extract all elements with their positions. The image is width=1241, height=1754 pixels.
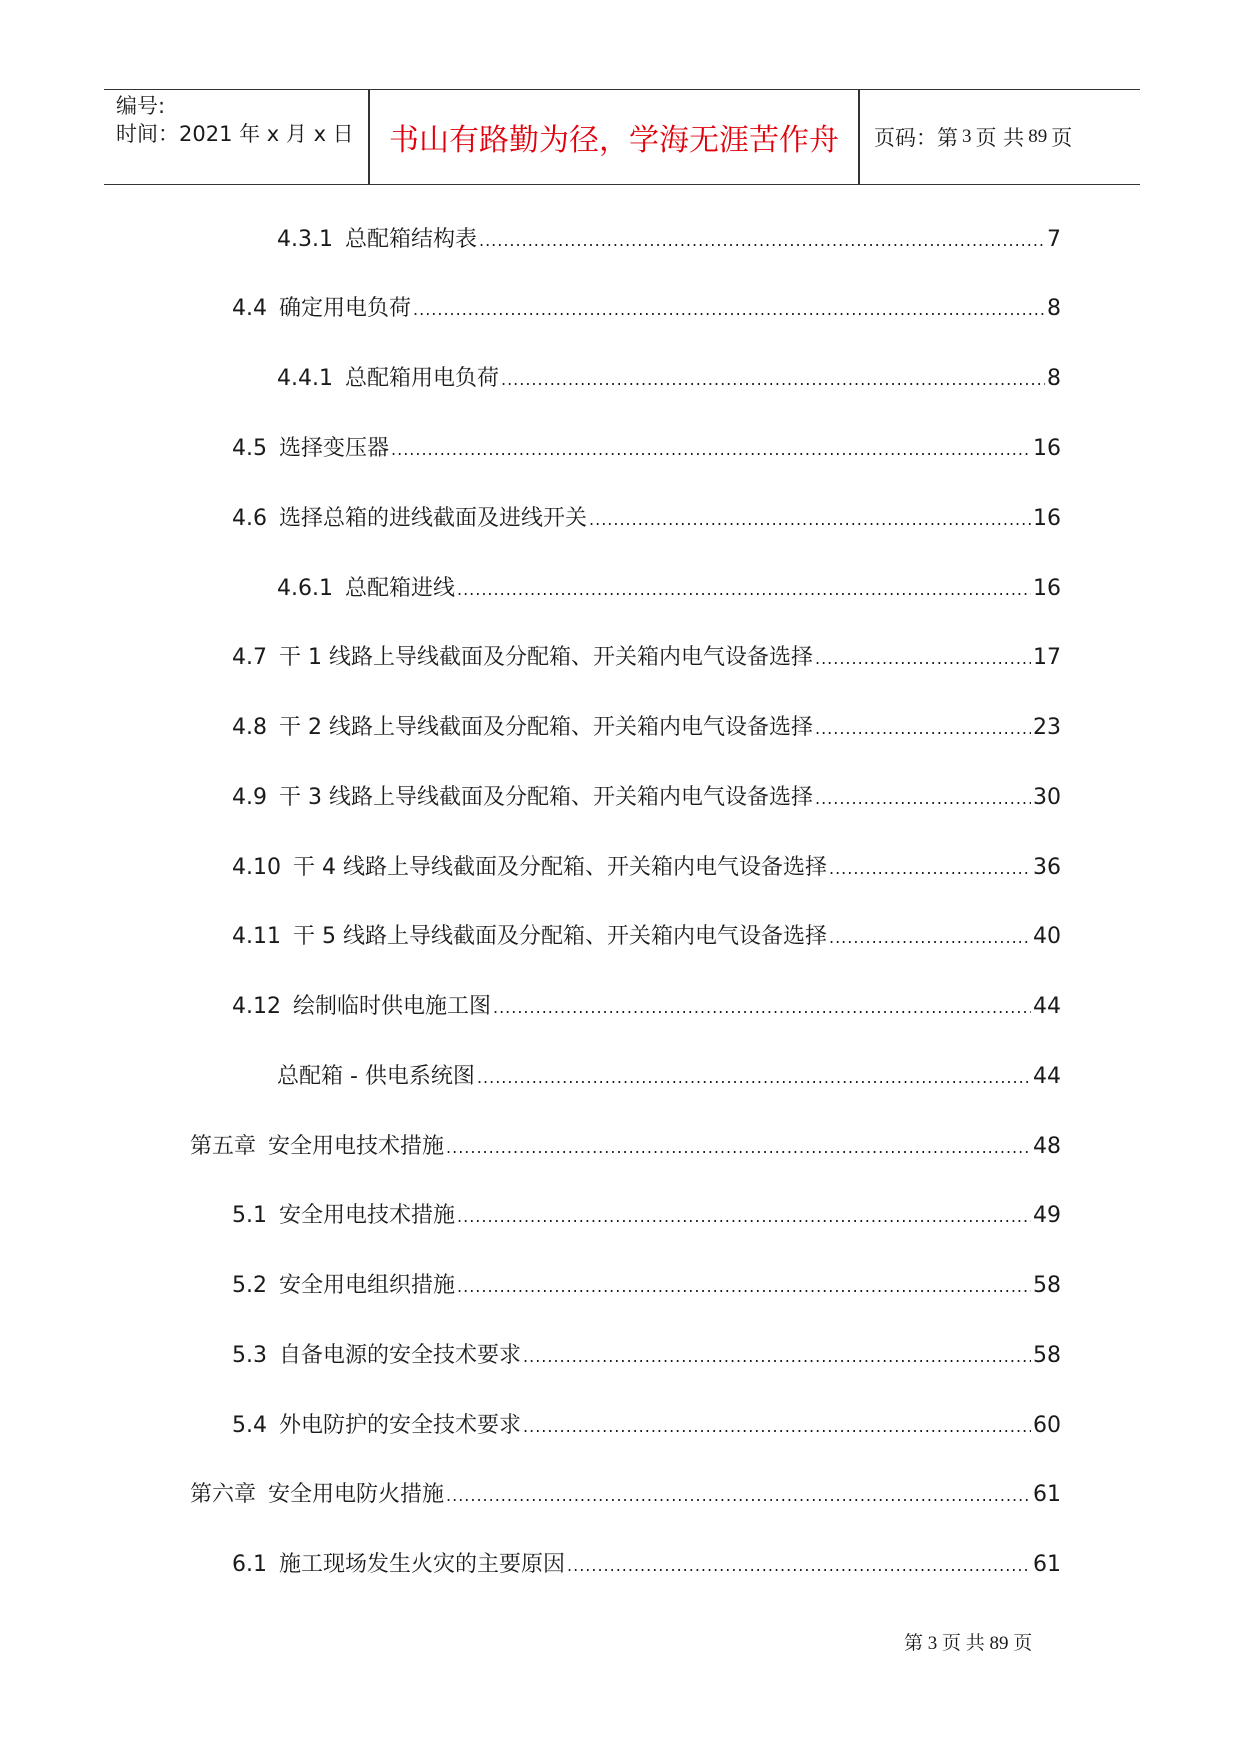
toc-dot-leader: [523, 1347, 1031, 1366]
toc-entry[interactable]: [232, 989, 1061, 1025]
toc-entry[interactable]: [277, 1059, 1061, 1095]
page-prefix: 页码：第: [874, 126, 958, 150]
toc-entry-number: 4.12: [232, 994, 281, 1019]
toc-entry-title: 绘制临时供电施工图: [292, 994, 491, 1019]
document-code-label: 编号:: [116, 94, 166, 118]
toc-entry-page: 16: [1033, 576, 1061, 601]
toc-entry-number: 4.10: [232, 855, 281, 880]
toc-dot-leader: [457, 1207, 1031, 1226]
header-meta: [116, 92, 354, 148]
toc-entry-page: 7: [1047, 227, 1061, 252]
toc-entry[interactable]: [232, 710, 1061, 746]
toc-entry-page: 8: [1047, 296, 1061, 321]
toc-entry-page: 36: [1033, 855, 1061, 880]
toc-entry-number: 4.3.1: [277, 227, 333, 252]
toc-entry-number: 4.9: [232, 785, 267, 810]
toc-entry-number: 4.6.1: [277, 576, 333, 601]
toc-entry[interactable]: [232, 291, 1061, 327]
toc-entry-page: 49: [1033, 1203, 1061, 1228]
toc-entry-page: 44: [1033, 1064, 1061, 1089]
toc-entry-title: 干 2 线路上导线截面及分配箱、开关箱内电气设备选择: [279, 715, 813, 740]
toc-entry[interactable]: [232, 640, 1061, 676]
toc-entry[interactable]: [232, 1547, 1061, 1583]
toc-entry[interactable]: [232, 850, 1061, 886]
toc-entry-number: 第五章: [190, 1134, 257, 1159]
toc-entry-number: 5.2: [232, 1273, 267, 1298]
header-divider-right: [858, 90, 860, 184]
toc-entry-number: 5.3: [232, 1343, 267, 1368]
toc-entry-number: 4.4: [232, 296, 267, 321]
toc-entry[interactable]: [277, 361, 1061, 397]
toc-entry[interactable]: [232, 1338, 1061, 1374]
toc-entry[interactable]: [277, 222, 1061, 258]
toc-entry-title: 总配箱 - 供电系统图: [277, 1064, 475, 1089]
header-page-info: [874, 90, 1072, 184]
toc-entry[interactable]: [232, 431, 1061, 467]
toc-entry-number: 第六章: [190, 1482, 257, 1507]
toc-entry-title: 总配箱用电负荷: [344, 366, 499, 391]
toc-entry[interactable]: [232, 919, 1061, 955]
toc-entry-page: 61: [1033, 1552, 1061, 1577]
page-suffix: 页: [1051, 126, 1073, 150]
page-footer: 第 3 页 共 89 页: [904, 1633, 1033, 1654]
toc-entry-number: 4.8: [232, 715, 267, 740]
toc-entry-title: 施工现场发生火灾的主要原因: [279, 1552, 566, 1577]
toc-entry-title: 干 5 线路上导线截面及分配箱、开关箱内电气设备选择: [292, 924, 827, 949]
toc-entry[interactable]: [232, 1198, 1061, 1234]
toc-dot-leader: [829, 928, 1031, 947]
toc-dot-leader: [479, 231, 1045, 250]
toc-entry[interactable]: [232, 1408, 1061, 1444]
toc-entry-page: 30: [1033, 785, 1061, 810]
toc-dot-leader: [446, 1486, 1031, 1505]
toc-entry-title: 干 3 线路上导线截面及分配箱、开关箱内电气设备选择: [279, 785, 813, 810]
toc-entry-page: 16: [1033, 506, 1061, 531]
toc-dot-leader: [815, 649, 1031, 668]
toc-entry-title: 确定用电负荷: [279, 296, 412, 321]
toc-dot-leader: [501, 370, 1045, 389]
page-header: [104, 89, 1140, 185]
toc-entry-number: 4.5: [232, 436, 267, 461]
toc-entry-page: 17: [1033, 645, 1061, 670]
toc-entry-title: 选择总箱的进线截面及进线开关: [279, 506, 588, 531]
header-motto: 书山有路勤为径，学海无涯苦作舟: [389, 123, 839, 158]
toc-entry-page: 58: [1033, 1273, 1061, 1298]
toc-entry-title: 自备电源的安全技术要求: [279, 1343, 522, 1368]
toc-entry-page: 58: [1033, 1343, 1061, 1368]
toc-entry-page: 48: [1033, 1134, 1061, 1159]
toc-entry-number: 4.11: [232, 924, 281, 949]
toc-entry-number: 4.4.1: [277, 366, 333, 391]
toc-entry-title: 安全用电组织措施: [279, 1273, 456, 1298]
toc-entry-number: 4.6: [232, 506, 267, 531]
toc-dot-leader: [523, 1417, 1031, 1436]
toc-dot-leader: [589, 510, 1031, 529]
toc-entry[interactable]: [232, 501, 1061, 537]
page-mid: 页 共: [975, 126, 1025, 150]
page-total-number: 89: [1028, 126, 1048, 147]
toc-dot-leader: [815, 719, 1031, 738]
toc-entry-page: 23: [1033, 715, 1061, 740]
toc-entry-number: 5.1: [232, 1203, 267, 1228]
toc-dot-leader: [413, 300, 1045, 319]
toc-dot-leader: [493, 998, 1031, 1017]
toc-entry-title: 干 1 线路上导线截面及分配箱、开关箱内电气设备选择: [279, 645, 813, 670]
toc-dot-leader: [477, 1068, 1031, 1087]
toc-entry-number: 6.1: [232, 1552, 267, 1577]
toc-entry-title: 外电防护的安全技术要求: [279, 1413, 522, 1438]
toc-entry[interactable]: [232, 1268, 1061, 1304]
toc-dot-leader: [567, 1556, 1031, 1575]
toc-dot-leader: [446, 1138, 1031, 1157]
toc-entry-title: 安全用电技术措施: [279, 1203, 456, 1228]
toc-entry-number: 4.7: [232, 645, 267, 670]
toc-dot-leader: [391, 440, 1031, 459]
toc-entry-page: 61: [1033, 1482, 1061, 1507]
toc-entry-page: 60: [1033, 1413, 1061, 1438]
toc-entry-title: 总配箱结构表: [344, 227, 477, 252]
toc-entry-title: 安全用电技术措施: [268, 1134, 445, 1159]
toc-dot-leader: [829, 859, 1031, 878]
toc-entry-title: 安全用电防火措施: [268, 1482, 445, 1507]
toc-dot-leader: [457, 580, 1031, 599]
toc-entry-page: 8: [1047, 366, 1061, 391]
toc-chapter-entry[interactable]: [190, 1129, 1061, 1165]
toc-entry-title: 总配箱进线: [344, 576, 455, 601]
toc-entry-number: 5.4: [232, 1413, 267, 1438]
toc-entry[interactable]: [277, 571, 1061, 607]
toc-entry-page: 44: [1033, 994, 1061, 1019]
toc-entry-title: 干 4 线路上导线截面及分配箱、开关箱内电气设备选择: [292, 855, 827, 880]
toc-entry-page: 40: [1033, 924, 1061, 949]
page-current-number: 3: [962, 126, 972, 147]
toc-dot-leader: [457, 1277, 1031, 1296]
toc-entry-title: 选择变压器: [279, 436, 390, 461]
toc-dot-leader: [815, 789, 1031, 808]
toc-entry[interactable]: [232, 780, 1061, 816]
toc-chapter-entry[interactable]: [190, 1477, 1061, 1513]
document-time-label: 时间：2021 年 x 月 x 日: [116, 122, 354, 146]
toc-entry-page: 16: [1033, 436, 1061, 461]
